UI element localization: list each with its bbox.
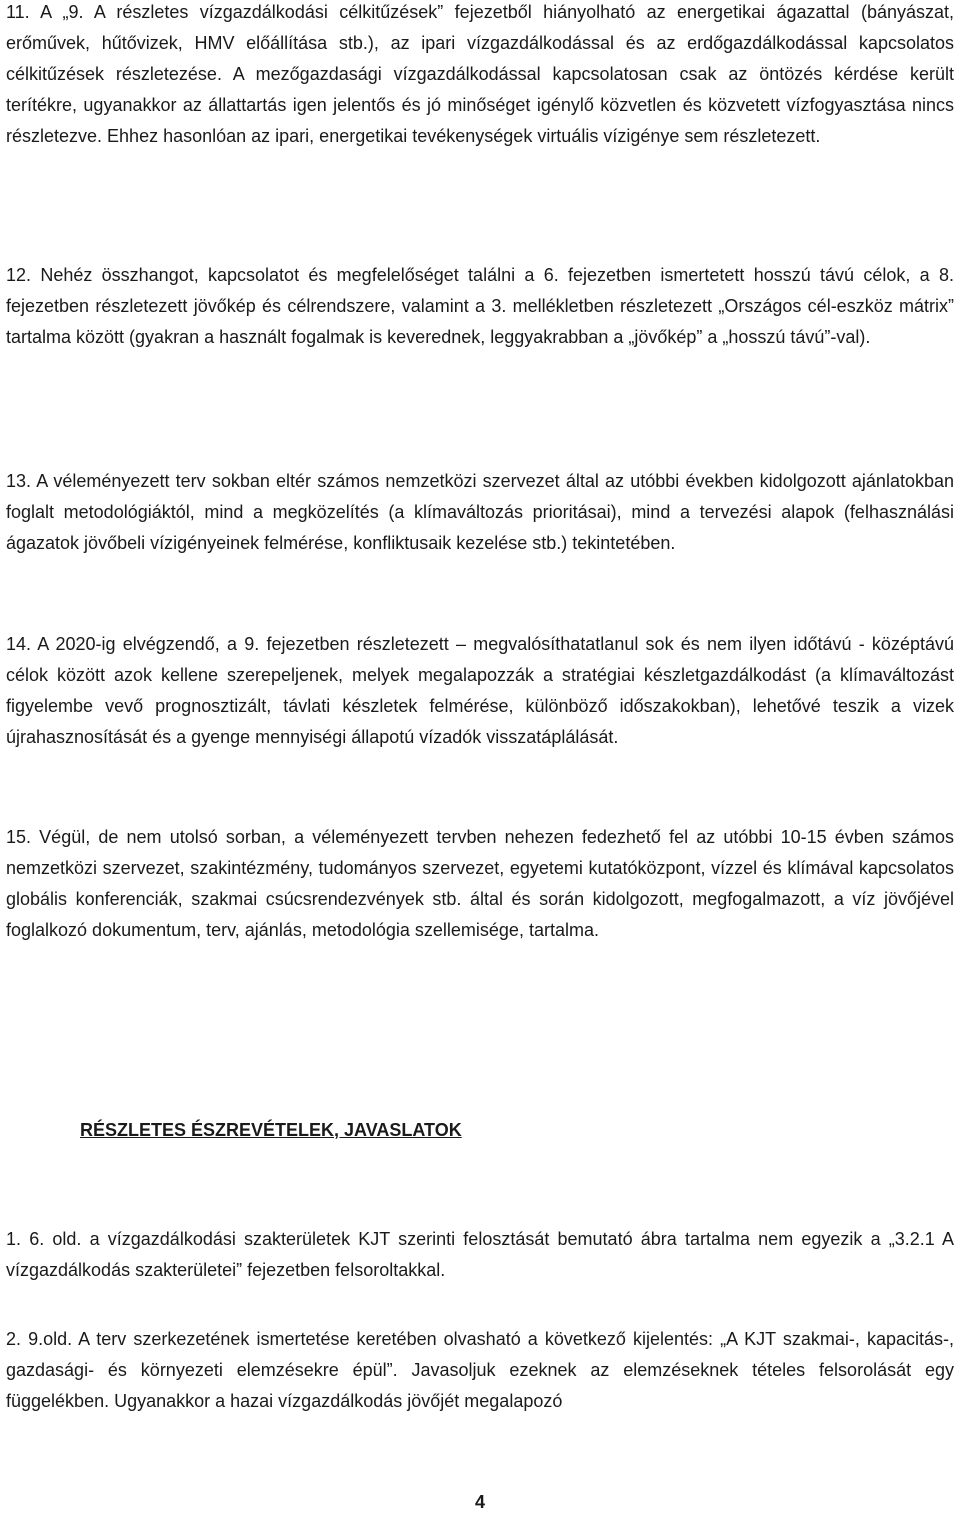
comment-2: 2. 9.old. A terv szerkezetének ismertetése keretében olvasható a következő kijelentés: „A KJT szakmai-, kapacitás-, gazdasági- és környezeti elemzésekre épül”. Javasoljuk ezeknek az elemzéseknek tételes felsorolását egy függelékben. Ugyanakkor a hazai vízgazdálkodás jövőjét megalapozó [6, 1329, 954, 1411]
paragraph-15: 15. Végül, de nem utolsó sorban, a véleményezett tervben nehezen fedezhető fel az utóbbi 10-15 évben számos nemzetközi szervezet, szakintézmény, tudományos szervezet, egyetemi kutatóközpont, vízzel és klímával kapcsolatos globális konferenciák, szakmai csúcsrendezvények stb. által és során kidolgozott, megfogalmazott, a víz jövőjével foglalkozó dokumentum, terv, ajánlás, metodológia szellemisége, tartalma. [6, 827, 954, 940]
paragraph-12: 12. Nehéz összhangot, kapcsolatot és megfelelőséget találni a 6. fejezetben ismertetett hosszú távú célok, a 8. fejezetben részletezett jövőkép és célrendszere, valamint a 3. mellékletben részletezett „Országos cél-eszköz mátrix” tartalma között (gyakran a használt fogalmak is keverednek, leggyakrabban a „jövőkép” a „hosszú távú”-val). [6, 265, 954, 347]
section-heading: RÉSZLETES ÉSZREVÉTELEK, JAVASLATOK [80, 1120, 462, 1140]
paragraph-13: 13. A véleményezett terv sokban eltér számos nemzetközi szervezet által az utóbbi években kidolgozott ajánlatokban foglalt metodológiáktól, mind a megközelítés (a klímaváltozás prioritásai), mind a tervezési alapok (felhasználási ágazatok jövőbeli vízigényeinek felmérése, konfliktusaik kezelése stb.) tekintetében. [6, 471, 954, 553]
paragraph-11: 11. A „9. A részletes vízgazdálkodási célkitűzések” fejezetből hiányolható az energetikai ágazattal (bányászat, erőművek, hűtővizek, HMV előállítása stb.), az ipari vízgazdálkodással és az erdőgazdálkodással kapcsolatos célkitűzések részletezése. A mezőgazdasági vízgazdálkodással kapcsolatosan csak az öntözés kérdése került terítékre, ugyanakkor az állattartás igen jelentős és jó minőséget igénylő közvetlen és közvetett vízfogyasztása nincs részletezve. Ehhez hasonlóan az ipari, energetikai tevékenységek virtuális vízigénye sem részletezett. [6, 2, 954, 146]
paragraph-14: 14. A 2020-ig elvégzendő, a 9. fejezetben részletezett – megvalósíthatatlanul sok és nem ilyen időtávú - középtávú célok között azok kellene szerepeljenek, melyek megalapozzák a stratégiai készletgazdálkodást (a klímaváltozást figyelembe vevő prognosztizált, távlati készletek felmérése, különböző időszakokban), lehetővé teszik a vizek újrahasznosítását és a gyenge mennyiségi állapotú vízadók visszatáplálását. [6, 634, 954, 747]
comment-1: 1. 6. old. a vízgazdálkodási szakterületek KJT szerinti felosztását bemutató ábra tartalma nem egyezik a „3.2.1 A vízgazdálkodás szakterületei” fejezetben felsoroltakkal. [6, 1229, 954, 1280]
page-number: 4 [474, 1492, 485, 1512]
